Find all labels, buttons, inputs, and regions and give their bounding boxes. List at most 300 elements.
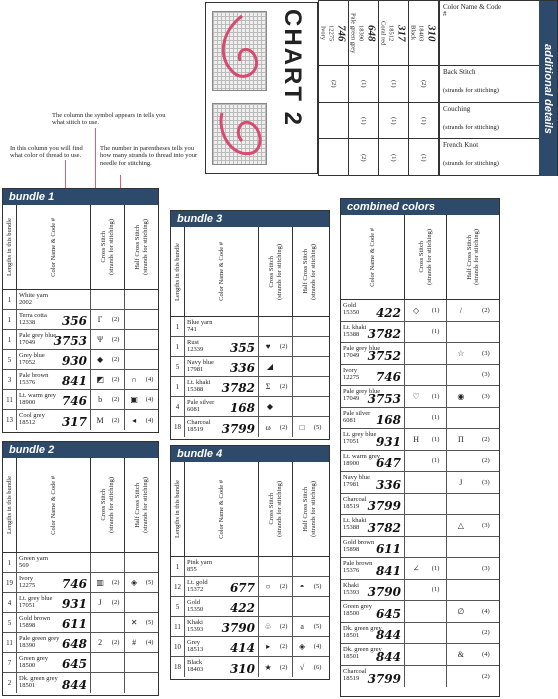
stitch-symbol-icon: ★ [264, 662, 272, 672]
bundle4-header-cell [293, 462, 326, 556]
handwritten-number: 746 [335, 24, 348, 42]
color-name: Ivory [343, 366, 358, 374]
ad-color-cell [349, 1, 378, 66]
strand-count: (2) [111, 599, 120, 606]
strand-count: (2) [279, 583, 288, 590]
table-row [341, 451, 499, 473]
handwritten-number: 611 [61, 617, 87, 631]
color-code: 12275 [327, 24, 335, 42]
ad-couch-cell [319, 103, 348, 139]
additional-details-row [409, 1, 439, 176]
handwritten-number: 746 [61, 394, 87, 408]
cross-stitch-cell [259, 317, 293, 336]
cross-stitch-cell [259, 417, 293, 437]
handwritten-number: 3782 [221, 381, 255, 395]
bundle4-header-cell [171, 462, 185, 556]
stitch-symbol-icon: Σ [265, 382, 271, 391]
color-code: 17049 [343, 352, 360, 360]
color-name: Charcoal [187, 419, 211, 427]
table-row [3, 573, 158, 593]
strand-count: (2) [111, 336, 120, 343]
bundle2-header-cell [91, 458, 125, 552]
cross-stitch-cell [259, 337, 293, 356]
cross-stitch-cell [91, 350, 125, 369]
handwritten-number: 930 [61, 354, 87, 368]
handwritten-number: 414 [229, 641, 255, 655]
color-name: Pale brown [343, 560, 373, 568]
color-name: Pink yarn [187, 558, 213, 566]
table-row [3, 330, 158, 350]
stitch-symbol-icon: ∅ [457, 606, 465, 616]
length-cell: 1 [171, 377, 185, 396]
cross-stitch-cell [405, 451, 447, 472]
half-cross-cell [293, 417, 326, 437]
ad-header-color: Color Name & Code # [439, 1, 539, 66]
handwritten-number: 844 [375, 649, 401, 664]
color-name-cell [341, 451, 405, 472]
length-cell: 4 [171, 397, 185, 416]
color-code: 17981 [187, 365, 204, 373]
color-name-cell [185, 657, 259, 677]
strand-count: (1) [390, 153, 398, 162]
cross-stitch-cell [91, 290, 125, 309]
length-cell: 11 [171, 617, 185, 636]
bundle1-header-cell [125, 205, 158, 289]
handwritten-number: 3799 [367, 499, 401, 513]
strand-count: (3) [482, 371, 490, 379]
header-label: Half Cross Stitch [134, 482, 142, 528]
table-row [171, 377, 329, 397]
strand-count: (4) [313, 643, 322, 650]
color-code: 18501 [343, 653, 360, 661]
stitch-symbol-icon: & [457, 649, 464, 659]
header-label: Color Name & Code # [217, 479, 225, 539]
handwritten-number: 3790 [367, 585, 401, 599]
half-cross-cell [293, 357, 326, 376]
color-name: Dk. green grey [343, 624, 382, 632]
table-row [341, 408, 499, 430]
bundle1-header-cell [91, 205, 125, 289]
color-code: 17049 [19, 338, 36, 346]
strand-count: (2) [279, 423, 288, 431]
cross-stitch-cell [405, 322, 447, 343]
stitch-symbol-icon: □ [299, 422, 305, 432]
color-code: 15898 [343, 545, 360, 553]
header-label: Lengths in this bundle [5, 218, 13, 276]
ad-couch-cell [349, 103, 378, 139]
color-name-cell [17, 410, 91, 430]
strand-count: (3) [482, 521, 490, 529]
handwritten-number: 844 [61, 678, 87, 692]
header-label: Cross Stitch [268, 255, 276, 288]
handwritten-number: 931 [375, 434, 401, 449]
table-row [3, 593, 158, 613]
cross-stitch-cell [259, 637, 293, 656]
table-row [341, 300, 499, 322]
strand-count: (2) [111, 376, 120, 383]
header-label: (strands for stitching) [473, 229, 480, 285]
ad-back-cell [349, 66, 378, 103]
color-code: 15388 [343, 524, 360, 532]
half-cross-cell [293, 557, 326, 576]
table-row [341, 601, 499, 623]
additional-details-row [349, 1, 379, 176]
table-row [171, 617, 329, 637]
combined-header-row [341, 215, 499, 300]
half-cross-cell [447, 515, 499, 536]
half-cross-cell [447, 558, 499, 579]
color-name: Khaki [343, 581, 359, 589]
ad-header-couch: Couching (strands for stitching) [439, 103, 539, 139]
half-cross-cell [125, 553, 158, 572]
color-name: Pale green grey [349, 12, 357, 54]
stitch-symbol-icon: ☆ [457, 348, 465, 358]
color-code: 15388 [187, 385, 204, 393]
strand-count: (1) [360, 116, 368, 125]
color-name: Gold brown [343, 538, 375, 546]
header-label: (strands for stitching) [107, 477, 115, 533]
bundle-1-table [2, 188, 159, 433]
cross-stitch-cell [405, 472, 447, 493]
length-cell: 10 [171, 637, 185, 656]
bundle3-title: bundle 3 [171, 211, 329, 227]
color-code: 12339 [187, 345, 204, 353]
color-name-cell [341, 515, 405, 536]
stitch-symbol-icon: ◩ [96, 375, 104, 384]
strand-count: (4) [145, 639, 154, 646]
strand-count: (1) [431, 564, 440, 572]
table-row [341, 644, 499, 666]
ad-french-cell [349, 139, 378, 176]
additional-details-row [379, 1, 409, 176]
table-row [171, 337, 329, 357]
combined-header-cell [405, 215, 447, 299]
stitch-symbol-icon: 2 [98, 638, 103, 647]
header-label: Half Cross Stitch [465, 234, 473, 280]
cross-stitch-cell [259, 577, 293, 596]
cross-stitch-cell [259, 357, 293, 376]
chart-title: CHART 2 [279, 9, 306, 128]
bundle1-header-cell [17, 205, 91, 289]
color-name-cell [185, 377, 259, 396]
cross-stitch-cell [91, 633, 125, 652]
color-name-cell [17, 390, 91, 409]
cross-stitch-cell [91, 330, 125, 349]
stitch-symbol-icon: ♧ [264, 622, 272, 631]
handwritten-number: 3790 [221, 621, 255, 635]
length-cell: 1 [171, 337, 185, 356]
chart-outline-bottom [212, 103, 267, 165]
color-name-cell [185, 637, 259, 656]
strand-count: (2) [279, 383, 288, 390]
color-name-cell [185, 617, 259, 636]
length-cell: 4 [3, 593, 17, 612]
stitch-symbol-icon: ♡ [412, 391, 420, 401]
half-cross-cell [447, 580, 499, 601]
strand-count: (5) [145, 619, 154, 626]
table-row [341, 515, 499, 537]
ad-french-cell [379, 139, 408, 176]
color-name: Ivory [319, 25, 327, 41]
color-name: Pale silver [187, 398, 215, 406]
color-name: Grey [187, 638, 200, 646]
color-code: 17981 [343, 481, 360, 489]
color-name-cell [185, 417, 259, 437]
header-label: Cross Stitch [100, 489, 108, 521]
strand-count: (2) [111, 316, 120, 323]
table-row [341, 580, 499, 602]
color-name: White yarn [19, 291, 49, 299]
table-row [3, 350, 158, 370]
color-name: Lt. khaki [343, 323, 367, 331]
color-code: 2002 [19, 298, 32, 306]
cross-stitch-cell [405, 623, 447, 644]
stitch-symbol-icon: ∠ [412, 563, 420, 573]
strand-count: (2) [279, 623, 288, 630]
length-cell: 3 [3, 370, 17, 389]
bundle4-header-cell [259, 462, 293, 556]
half-cross-cell [447, 365, 499, 386]
bundle2-header-cell [3, 458, 17, 552]
cross-stitch-cell [91, 613, 125, 632]
bundle-2-table [2, 441, 159, 696]
stitch-symbol-icon: ◈ [299, 642, 306, 651]
handwritten-number: 168 [229, 401, 255, 415]
length-cell: 13 [3, 410, 17, 430]
stitch-symbol-icon: J [98, 598, 102, 607]
cross-stitch-cell [405, 365, 447, 386]
additional-details-rows [319, 1, 439, 176]
color-name: Ivory [19, 574, 34, 582]
header-label: Color Name & Code # [368, 227, 376, 287]
strand-count: (1) [431, 328, 440, 336]
cross-stitch-cell [405, 601, 447, 622]
table-row [341, 494, 499, 516]
handwritten-number: 3782 [367, 520, 401, 535]
handwritten-number: 645 [61, 657, 87, 671]
table-row [341, 365, 499, 387]
half-cross-cell [293, 657, 326, 677]
strand-count: (1) [431, 457, 440, 465]
table-row [171, 397, 329, 417]
stitch-symbol-icon: Π [457, 434, 464, 444]
bundle1-header-cell [3, 205, 17, 289]
stitch-symbol-icon: a [300, 622, 304, 631]
strand-count: (1) [431, 435, 440, 443]
length-cell: 12 [171, 577, 185, 596]
color-name: Green yarn [19, 554, 49, 562]
strand-count: (1) [431, 586, 440, 594]
ad-color-cell [379, 1, 408, 66]
cross-stitch-cell [405, 429, 447, 450]
cross-stitch-cell [259, 397, 293, 416]
stitch-symbol-icon: ω [265, 422, 271, 432]
color-name: Navy blue [343, 474, 370, 482]
strand-count: (1) [431, 392, 440, 400]
header-label: Lengths in this bundle [173, 242, 181, 301]
table-row [171, 417, 329, 437]
table-row [3, 310, 158, 330]
handwritten-number: 310 [229, 662, 255, 676]
ad-color-cell [319, 1, 348, 66]
cross-stitch-cell [91, 573, 125, 592]
cross-stitch-cell [405, 666, 447, 688]
half-cross-cell [447, 623, 499, 644]
header-label: Color Name & Code # [49, 217, 57, 277]
half-cross-cell [447, 494, 499, 515]
handwritten-number: 841 [375, 563, 401, 578]
length-cell: 1 [3, 330, 17, 349]
annotation-color-column: In this column you will find what color of thread to use. [10, 145, 83, 160]
color-name-cell [341, 386, 405, 407]
bundle4-header-cell [185, 462, 259, 556]
handwritten-number: 841 [61, 374, 87, 388]
length-cell: 2 [3, 673, 17, 693]
color-name-cell [341, 580, 405, 601]
cross-stitch-cell [405, 343, 447, 364]
color-name: Pale grey blue [19, 331, 57, 339]
color-name-cell [185, 597, 259, 616]
handwritten-number: 355 [229, 341, 255, 355]
color-name-cell [17, 633, 91, 652]
half-cross-cell [447, 408, 499, 429]
handwritten-number: 336 [229, 361, 255, 375]
additional-details-row [319, 1, 349, 176]
half-cross-cell [125, 350, 158, 369]
header-label: (strands for stitching) [309, 481, 317, 537]
strand-count: (2) [420, 80, 428, 88]
length-cell: 1 [3, 310, 17, 329]
handwritten-number: 336 [375, 477, 401, 492]
table-row [3, 390, 158, 410]
color-code: 15372 [187, 585, 204, 593]
stitch-symbol-icon: ◢ [266, 362, 274, 371]
table-row [171, 357, 329, 377]
stitch-symbol-icon: ◆ [97, 355, 104, 364]
color-name-cell [185, 577, 259, 596]
half-cross-cell [447, 386, 499, 407]
header-label: (strands for stitching) [275, 481, 283, 537]
color-name-cell [341, 623, 405, 644]
color-code: 15350 [187, 605, 204, 613]
table-row [341, 537, 499, 559]
color-name-cell [17, 553, 91, 572]
header-label: Cross Stitch [100, 231, 108, 263]
color-name-cell [17, 350, 91, 369]
handwritten-number: 356 [61, 314, 87, 328]
table-row [341, 666, 499, 688]
strand-count: (5) [313, 623, 322, 630]
strand-count: (2) [482, 457, 490, 465]
color-code: 18500 [19, 661, 36, 669]
cross-stitch-cell [259, 617, 293, 636]
color-code: 12275 [343, 373, 360, 381]
strand-count: (6) [313, 663, 322, 671]
handwritten-number: 648 [61, 637, 87, 651]
handwritten-number: 3753 [53, 334, 87, 348]
strand-count: (2) [111, 356, 120, 363]
half-cross-cell [125, 613, 158, 632]
color-code: 15898 [19, 621, 36, 629]
color-code: 15393 [343, 588, 360, 596]
color-name: Pale grey blue [343, 388, 381, 396]
handwritten-number: 422 [229, 601, 255, 615]
length-cell: 5 [171, 357, 185, 376]
strand-count: (1) [360, 80, 368, 88]
color-name-cell [341, 408, 405, 429]
half-cross-cell [125, 290, 158, 309]
color-code: 18513 [187, 645, 204, 653]
handwritten-number: 677 [229, 581, 255, 595]
color-name-cell [185, 397, 259, 416]
cross-stitch-cell [91, 553, 125, 572]
color-name-cell [341, 300, 405, 321]
stitch-symbol-icon: ▸ [266, 642, 271, 651]
stitch-symbol-icon: ♥ [265, 342, 271, 351]
length-cell: 1 [171, 317, 185, 336]
color-code: 18501 [343, 631, 360, 639]
strand-count: (5) [145, 579, 154, 586]
half-cross-cell [447, 429, 499, 450]
half-cross-cell [125, 593, 158, 612]
color-name: Pale brown [19, 371, 49, 379]
stitch-symbol-icon: Γ [97, 315, 103, 324]
strand-count: (2) [111, 396, 120, 403]
ad-back-cell [319, 66, 348, 103]
color-name: Coral red [379, 20, 387, 46]
color-code: 18519 [343, 675, 360, 683]
bundle-4-table [170, 445, 330, 680]
color-name: Gold brown [19, 614, 51, 622]
color-code: 17051 [19, 601, 36, 609]
cross-stitch-cell [259, 657, 293, 677]
color-code: 18512 [19, 419, 36, 426]
bundle2-header-row [3, 458, 158, 553]
color-code: 18519 [187, 426, 204, 433]
color-name-cell [341, 494, 405, 515]
strand-count: (1) [420, 153, 428, 162]
table-row [171, 597, 329, 617]
bundle3-header-cell [171, 227, 185, 316]
bundle3-header-cell [293, 227, 326, 316]
color-code: 15388 [343, 330, 360, 338]
half-cross-cell [293, 397, 326, 416]
color-name: Lt. grey blue [19, 594, 53, 602]
length-cell: 1 [3, 553, 17, 572]
color-code: 18501 [19, 682, 36, 689]
stitch-symbol-icon: ◓ [299, 582, 305, 591]
cross-stitch-cell [405, 558, 447, 579]
strand-count: (2) [111, 639, 120, 646]
strand-count: (3) [482, 478, 490, 486]
color-name-cell [341, 365, 405, 386]
color-code: 15350 [343, 309, 360, 317]
handwritten-number: 3752 [367, 348, 401, 363]
stitch-symbol-icon: ◉ [457, 391, 465, 401]
cross-stitch-cell [405, 300, 447, 321]
color-name: Dk. green grey [19, 675, 58, 683]
strand-count: (4) [145, 396, 154, 403]
color-name-cell [341, 343, 405, 364]
color-name-cell [17, 573, 91, 592]
table-row [341, 558, 499, 580]
ad-french-cell [409, 139, 438, 176]
color-name: Pale silver [343, 409, 371, 417]
strand-count: (2) [482, 306, 490, 314]
color-name-cell [341, 601, 405, 622]
cross-stitch-cell [405, 580, 447, 601]
combined-colors-table [340, 198, 500, 697]
